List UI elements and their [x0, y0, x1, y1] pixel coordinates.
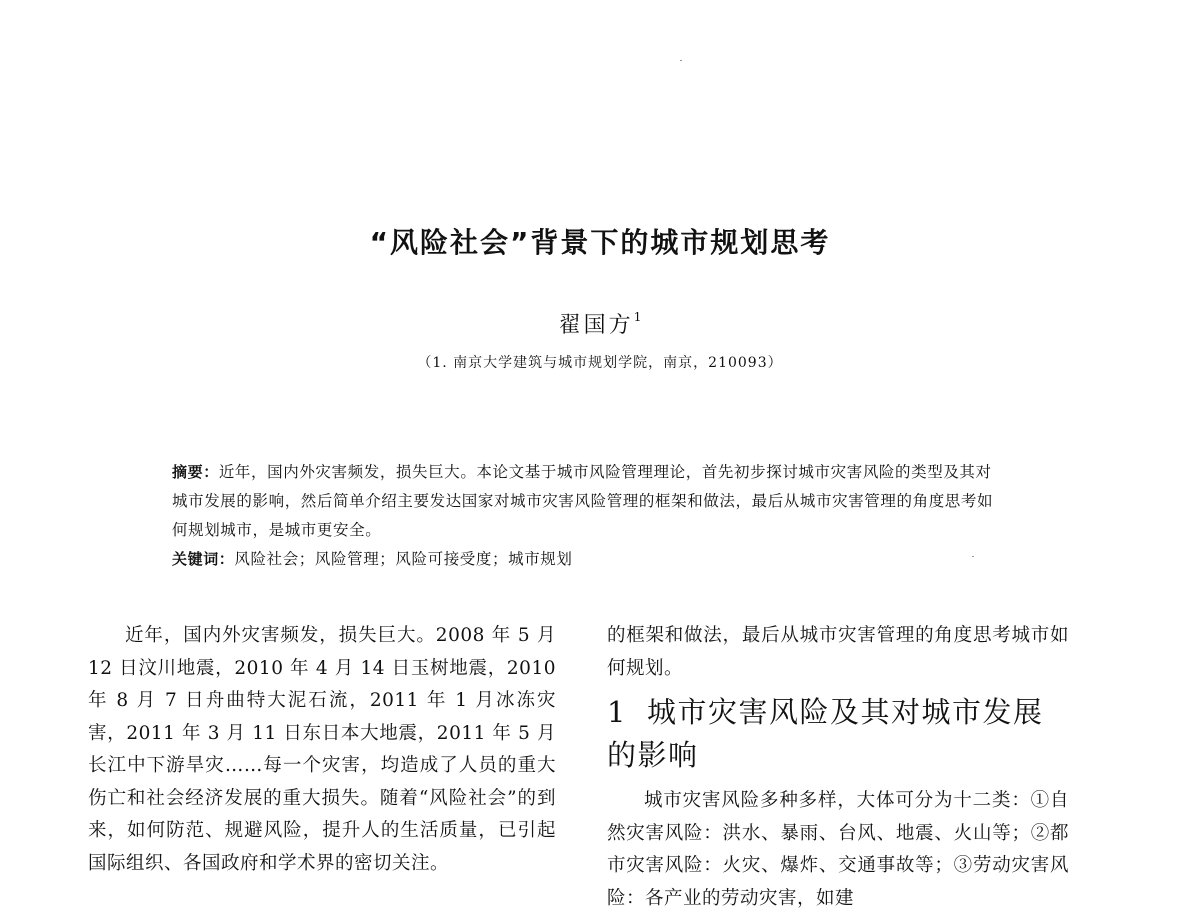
body-column-right [607, 620, 1069, 915]
section-1-number: 1 [607, 695, 627, 729]
author-affiliation-mark: 1 [633, 310, 642, 324]
intro-paragraph-continued: 的框架和做法，最后从城市灾害管理的角度思考城市如何规划。 [607, 625, 1069, 679]
section-1-paragraph: 城市灾害风险多种多样，大体可分为十二类：①自然灾害风险：洪水、暴雨、台风、地震、火山等；②都市灾害风险：火灾、爆炸、交通事故等；③劳动灾害风险：各产业的劳动灾害，如建 [607, 790, 1069, 909]
body-column-left [88, 620, 556, 880]
keywords-text: 风险社会；风险管理；风险可接受度；城市规划 [234, 550, 573, 568]
abstract-text: 近年，国内外灾害频发，损失巨大。本论文基于城市风险管理理论，首先初步探讨城市灾害风险的类型及其对城市发展的影响，然后简单介绍主要发达国家对城市灾害风险管理的框架和做法，最后从城市灾害管理的角度思考如何规划城市，是城市更安全。 [172, 463, 994, 539]
section-1-title: 城市灾害风险及其对城市发展的影响 [607, 695, 1044, 772]
abstract-block [172, 458, 1002, 574]
paper-title: “风险社会”背景下的城市规划思考 [369, 226, 831, 259]
intro-paragraph: 近年，国内外灾害频发，损失巨大。2008 年 5 月 12 日汶川地震，2010 年 4 月 14 日玉树地震，2010 年 8 月 7 日舟曲特大泥石流，2011 年 1 月冰冻灾害，2011 年 3 月 11 日东日本大地震，2011 年 5 月长江中下游旱灾……每一个灾害，均造成了人员的重大伤亡和社会经济发展的重大损失。随着“风险社会”的到来，如何防范、规避风险，提升人的生活质量，已引起国际组织、各国政府和学术界的密切关注。 [88, 625, 556, 874]
scan-speck [680, 60, 682, 61]
abstract-label: 摘要： [172, 463, 219, 481]
author-line [0, 308, 1200, 339]
keywords-label: 关键词： [172, 550, 235, 568]
keywords [172, 545, 1002, 574]
author-affiliation: （1. 南京大学建筑与城市规划学院，南京，210093） [417, 355, 783, 371]
abstract [172, 458, 1002, 545]
author-name: 翟国方 [558, 313, 634, 338]
section-1-heading [607, 691, 1069, 777]
